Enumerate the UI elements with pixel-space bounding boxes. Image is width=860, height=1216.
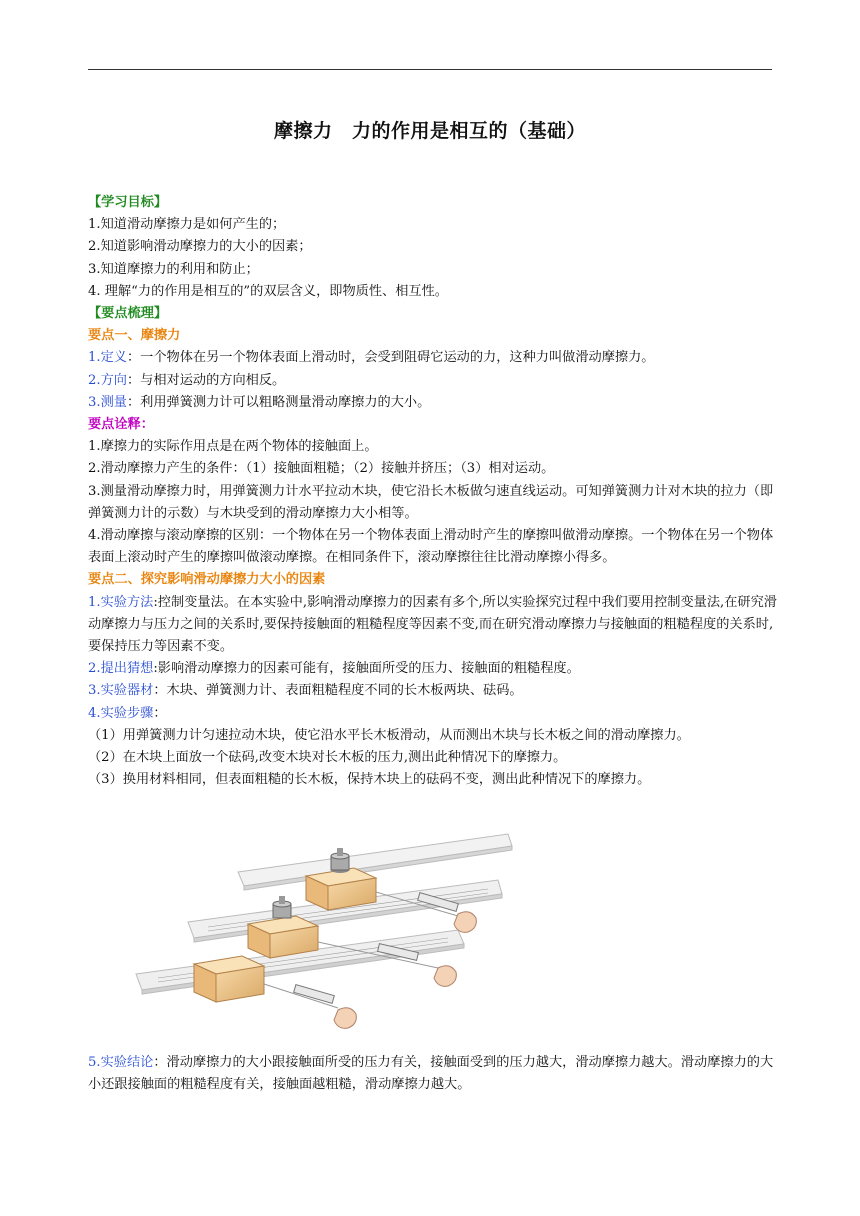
goal-item: 3.知道摩擦力的利用和防止； bbox=[88, 261, 259, 277]
steps-line bbox=[88, 703, 778, 725]
direction-text: ：与相对运动的方向相反。 bbox=[126, 372, 286, 388]
direction-label: 2.方向 bbox=[88, 372, 127, 388]
method-paragraph bbox=[88, 592, 778, 659]
measure-line bbox=[88, 392, 778, 414]
definition-text: ：一个物体在另一个物体表面上滑动时，会受到阻碍它运动的力，这种力叫做滑动摩擦力。 bbox=[126, 350, 655, 366]
goals-header: 【学习目标】 bbox=[88, 195, 168, 210]
document-body bbox=[88, 192, 778, 791]
point1-title: 要点一、摩擦力 bbox=[88, 328, 181, 344]
page-title: 摩擦力 力的作用是相互的（基础） bbox=[273, 120, 586, 142]
direction-line bbox=[88, 370, 778, 392]
steps-colon: ： bbox=[153, 705, 167, 721]
goal-item: 2.知道影响滑动摩擦力的大小的因素； bbox=[88, 239, 312, 255]
explain-header: 要点诠释： bbox=[88, 417, 154, 433]
step-item: （1）用弹簧测力计匀速拉动木块，使它沿水平长木板滑动，从而测出木块与长木板之间的滑动摩擦力。 bbox=[88, 727, 690, 743]
wood-block-middle bbox=[248, 896, 318, 958]
goal-item: 4. 理解“力的作用是相互的”的双层含义，即物质性、相互性。 bbox=[88, 283, 448, 299]
point2-title: 要点二、探究影响滑动摩擦力大小的因素 bbox=[88, 572, 326, 588]
hypothesis-line bbox=[88, 658, 778, 680]
method-text: :控制变量法。在本实验中,影响滑动摩擦力的因素有多个,所以实验探究过程中我们要用控制变量法,在研究滑动摩擦力与压力之间的关系时,要保持接触面的粗糙程度等因素不变,而在研究滑动摩擦力与接触面的粗糙程度的关系时,要保持压力等因素不变。 bbox=[88, 594, 777, 655]
definition-label: 1.定义 bbox=[88, 350, 127, 366]
hypothesis-label: 2.提出猜想 bbox=[88, 661, 154, 677]
equipment-text: ：木块、弹簧测力计、表面粗糙程度不同的长木板两块、砝码。 bbox=[153, 683, 523, 699]
conclusion-label: 5.实验结论 bbox=[88, 1055, 154, 1070]
explain-item: 2.滑动摩擦力产生的条件：（1）接触面粗糙；（2）接触并挤压；（3）相对运动。 bbox=[88, 461, 555, 477]
points-header: 【要点梳理】 bbox=[88, 306, 168, 322]
equipment-label: 3.实验器材 bbox=[88, 683, 154, 699]
hand-icon bbox=[334, 912, 476, 1029]
header-rule bbox=[88, 69, 772, 70]
explain-item: 4.滑动摩擦与滚动摩擦的区别：一个物体在另一个物体表面上滑动时产生的摩擦叫做滑动摩擦。一个物体在另一个物体表面上滚动时产生的摩擦叫做滚动摩擦。在相同条件下，滚动摩擦往往比滑动摩擦小得多。 bbox=[88, 528, 774, 566]
explain-item: 3.测量滑动摩擦力时，用弹簧测力计水平拉动木块，使它沿长木板做匀速直线运动。可知弹簧测力计对木块的拉力（即弹簧测力计的示数）与木块受到的滑动摩擦力大小相等。 bbox=[88, 483, 774, 521]
steps-label: 4.实验步骤 bbox=[88, 705, 154, 721]
step-item: （2）在木块上面放一个砝码,改变木块对长木板的压力,测出此种情况下的摩擦力。 bbox=[88, 750, 567, 766]
method-label: 1.实验方法 bbox=[88, 594, 154, 610]
wood-block-bottom bbox=[194, 956, 264, 1002]
conclusion-text: ：滑动摩擦力的大小跟接触面所受的压力有关，接触面受到的压力越大，滑动摩擦力越大。滑动摩擦力的大小还跟接触面的粗糙程度有关，接触面越粗糙，滑动摩擦力越大。 bbox=[88, 1055, 774, 1093]
step-item: （3）换用材料相同，但表面粗糙的长木板，保持木块上的砝码不变，测出此种情况下的摩擦力。 bbox=[88, 772, 651, 788]
definition-line bbox=[88, 347, 778, 369]
measure-text: ：利用弹簧测力计可以粗略测量滑动摩擦力的大小。 bbox=[126, 394, 431, 410]
measure-label: 3.测量 bbox=[88, 394, 127, 410]
hypothesis-text: :影响滑动摩擦力的因素可能有，接触面所受的压力、接触面的粗糙程度。 bbox=[153, 661, 580, 677]
goal-item: 1.知道滑动摩擦力是如何产生的； bbox=[88, 217, 286, 233]
equipment-line bbox=[88, 680, 778, 702]
friction-experiment-illustration bbox=[128, 832, 518, 1038]
conclusion-paragraph bbox=[88, 1052, 778, 1096]
explain-item: 1.摩擦力的实际作用点是在两个物体的接触面上。 bbox=[88, 439, 378, 455]
